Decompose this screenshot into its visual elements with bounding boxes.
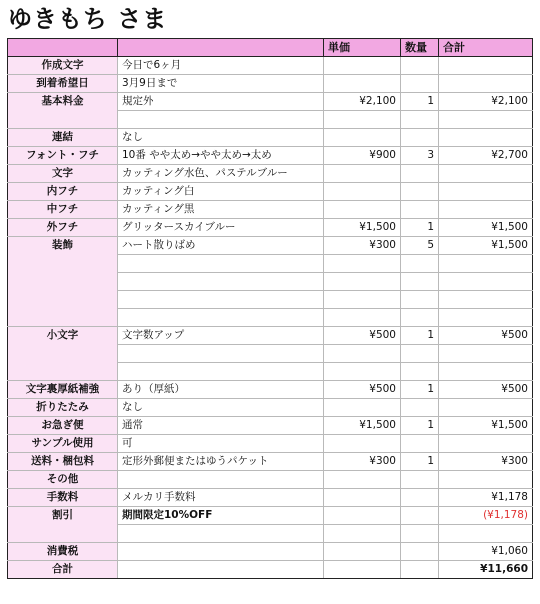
row-price: ¥500 xyxy=(324,381,401,399)
discount-total: (¥1,178) xyxy=(439,507,533,525)
row-price: ¥900 xyxy=(324,147,401,165)
row-label: その他 xyxy=(8,471,118,489)
row-price: ¥500 xyxy=(324,327,401,345)
row-label: 到着希望日 xyxy=(8,75,118,93)
row-total: ¥500 xyxy=(439,327,533,345)
row-label: 手数料 xyxy=(8,489,118,507)
row-qty: 1 xyxy=(401,93,439,111)
table-row xyxy=(8,183,533,201)
row-label: お急ぎ便 xyxy=(8,417,118,435)
table-row xyxy=(8,129,533,147)
table-row xyxy=(8,417,533,435)
row-label: 小文字 xyxy=(8,327,118,381)
row-desc: グリッタースカイブルー xyxy=(118,219,324,237)
table-row xyxy=(8,471,533,489)
page-title: ゆきもち さま xyxy=(8,5,168,33)
row-label: 文字裏厚紙補強 xyxy=(8,381,118,399)
row-desc: 3月9日まで xyxy=(118,75,324,93)
row-desc: 定形外郵便またはゆうパケット xyxy=(118,453,324,471)
table-row xyxy=(8,57,533,75)
row-price: ¥1,500 xyxy=(324,417,401,435)
row-label: 装飾 xyxy=(8,237,118,327)
header-row xyxy=(8,39,533,57)
row-desc xyxy=(118,543,324,561)
table-row xyxy=(8,327,533,345)
table-row xyxy=(8,453,533,471)
row-desc: あり（厚紙） xyxy=(118,381,324,399)
row-label: 外フチ xyxy=(8,219,118,237)
row-desc: 文字数アップ xyxy=(118,327,324,345)
row-label: 基本料金 xyxy=(8,93,118,129)
table-row xyxy=(8,75,533,93)
row-desc: カッティング黒 xyxy=(118,201,324,219)
row-label: 連結 xyxy=(8,129,118,147)
row-desc: カッティング水色、パステルブルー xyxy=(118,165,324,183)
row-qty: 1 xyxy=(401,453,439,471)
row-desc: メルカリ手数料 xyxy=(118,489,324,507)
row-total: ¥300 xyxy=(439,453,533,471)
row-label: 送料・梱包料 xyxy=(8,453,118,471)
row-qty: 5 xyxy=(401,237,439,255)
header-total: 合計 xyxy=(439,39,533,57)
table-row xyxy=(8,435,533,453)
row-desc xyxy=(118,471,324,489)
header-qty: 数量 xyxy=(401,39,439,57)
table-row xyxy=(8,165,533,183)
row-desc: 通常 xyxy=(118,417,324,435)
row-label: 内フチ xyxy=(8,183,118,201)
table-row xyxy=(8,399,533,417)
row-desc: なし xyxy=(118,129,324,147)
row-desc: 可 xyxy=(118,435,324,453)
row-label: 文字 xyxy=(8,165,118,183)
row-label: 消費税 xyxy=(8,543,118,561)
table-row xyxy=(8,201,533,219)
row-desc: 10番 やや太め→やや太め→太め xyxy=(118,147,324,165)
row-label: 合計 xyxy=(8,561,118,579)
row-label: フォント・フチ xyxy=(8,147,118,165)
table-row xyxy=(8,489,533,507)
row-price: ¥300 xyxy=(324,237,401,255)
row-desc: ハート散りばめ xyxy=(118,237,324,255)
row-desc: なし xyxy=(118,399,324,417)
grand-total-row xyxy=(8,561,533,579)
row-desc: 規定外 xyxy=(118,93,324,111)
row-desc: 今日で6ヶ月 xyxy=(118,57,324,75)
row-qty: 3 xyxy=(401,147,439,165)
row-total: ¥1,178 xyxy=(439,489,533,507)
row-label: 割引 xyxy=(8,507,118,543)
table-row xyxy=(8,381,533,399)
row-total: ¥500 xyxy=(439,381,533,399)
row-desc: カッティング白 xyxy=(118,183,324,201)
row-price: ¥2,100 xyxy=(324,93,401,111)
row-label: 折りたたみ xyxy=(8,399,118,417)
header-unit-price: 単価 xyxy=(324,39,401,57)
row-total: ¥1,500 xyxy=(439,417,533,435)
row-label: サンプル使用 xyxy=(8,435,118,453)
row-desc xyxy=(118,561,324,579)
table-row xyxy=(8,93,533,111)
row-total: ¥1,500 xyxy=(439,219,533,237)
header-item xyxy=(8,39,118,57)
table-row xyxy=(8,237,533,255)
table-row xyxy=(8,147,533,165)
table-row xyxy=(8,219,533,237)
header-desc xyxy=(118,39,324,57)
row-qty: 1 xyxy=(401,327,439,345)
row-qty: 1 xyxy=(401,381,439,399)
row-desc: 期間限定10%OFF xyxy=(118,507,324,525)
row-total: ¥2,700 xyxy=(439,147,533,165)
row-price: ¥300 xyxy=(324,453,401,471)
quote-table xyxy=(7,38,533,579)
row-label: 中フチ xyxy=(8,201,118,219)
row-total: ¥1,500 xyxy=(439,237,533,255)
row-price: ¥1,500 xyxy=(324,219,401,237)
row-total: ¥2,100 xyxy=(439,93,533,111)
row-label: 作成文字 xyxy=(8,57,118,75)
table-row xyxy=(8,507,533,525)
row-total: ¥1,060 xyxy=(439,543,533,561)
row-qty: 1 xyxy=(401,219,439,237)
row-qty: 1 xyxy=(401,417,439,435)
table-row xyxy=(8,543,533,561)
grand-total: ¥11,660 xyxy=(439,561,533,579)
